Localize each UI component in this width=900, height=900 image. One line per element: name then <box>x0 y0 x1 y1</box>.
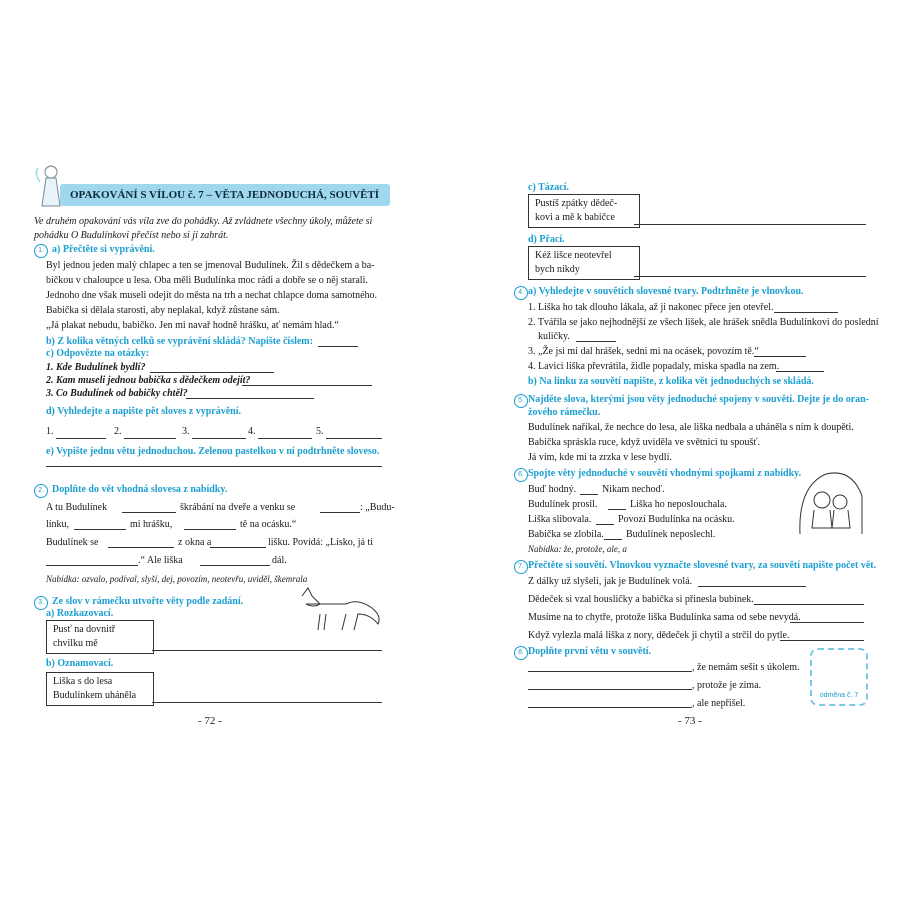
answer-line[interactable] <box>634 224 866 225</box>
fill-text: tě na ocásku.“ <box>240 519 297 530</box>
box-line: Kéž lišce neotevřel <box>535 250 612 261</box>
fill-text: lišku. Povídá: „Lísko, já ti <box>268 537 373 548</box>
story-line: Jednoho dne však museli odejít do města na trh a nechat chlapce doma samotného. <box>46 290 378 301</box>
answer-line[interactable] <box>184 529 236 530</box>
exercise-number: 1. <box>34 244 48 258</box>
box-line: kovi a mě k babičce <box>535 212 615 223</box>
answer-line[interactable] <box>754 356 806 357</box>
sentence: 3. „Že jsi mi dal hrášek, sedni mi na ocásek, povozím tě.“ <box>528 346 759 357</box>
answer-line[interactable] <box>604 539 622 540</box>
intro-line-2: pohádku O Budulínkovi přečíst nebo si ji zahrát. <box>34 230 229 241</box>
story-line: Babička si dělala starosti, aby neplakal, když zůstane sám. <box>46 305 280 316</box>
reward-stamp-box <box>810 648 868 706</box>
exercise-2-heading: Doplňte do vět vhodná slovesa z nabídky. <box>52 484 228 495</box>
answer-line[interactable] <box>608 509 626 510</box>
box-line: Pustíš zpátky dědeč- <box>535 198 618 209</box>
answer-line[interactable] <box>56 438 106 439</box>
exercise-4b-heading: b) Na linku za souvětí napište, z kolika vět jednoduchých se skládá. <box>528 376 814 387</box>
sentence-part: Budulínek neposlechl. <box>626 529 716 540</box>
sentence-part: Liška slibovala. <box>528 514 592 525</box>
answer-line[interactable] <box>74 529 126 530</box>
sentence: kuličky. <box>538 331 570 342</box>
exercise-1e-heading: e) Vypište jednu větu jednoduchou. Zelenou pastelkou v ní podtrhněte sloveso. <box>46 446 380 457</box>
box-line: bych nikdy <box>535 264 580 275</box>
sentence: Já vím, kde mi ta zrzka v lese bydlí. <box>528 452 672 463</box>
fill-text: : „Budu- <box>360 502 395 513</box>
sentence: Když vylezla malá liška z nory, dědeček ji chytil a strčil do pytle. <box>528 630 790 641</box>
fill-text: línku, <box>46 519 70 530</box>
exercise-number: 6. <box>514 468 528 482</box>
slot-label: 5. <box>316 426 324 437</box>
answer-line[interactable] <box>754 604 864 605</box>
exercise-3-heading: Ze slov v rámečku utvořte věty podle zadání. <box>52 596 244 607</box>
exercise-number: 2. <box>34 484 48 498</box>
sentence: 1. Liška ho tak dlouho lákala, až ji nakonec přece jen otevřel. <box>528 302 774 313</box>
exercise-number: 5. <box>514 394 528 408</box>
exercise-number: 7. <box>514 560 528 574</box>
word-box <box>46 672 154 706</box>
exercise-3c-heading: c) Tázací. <box>528 182 569 193</box>
sentence-part: Budulínek prosil. <box>528 499 598 510</box>
story-line: „Já plakat nebudu, babičko. Jen mi navař hodně hrášku, ať nemám hlad.“ <box>46 320 339 331</box>
word-box <box>528 246 640 280</box>
sentence-ending: , že nemám sešit s úkolem. <box>692 662 800 673</box>
answer-line[interactable] <box>152 650 382 651</box>
sentence-ending: , ale nepřišel. <box>692 698 746 709</box>
story-line: bičkou v chaloupce u lesa. Oba měli Budulínka moc rádi a dobře se o něj starali. <box>46 275 368 286</box>
answer-line[interactable] <box>774 312 838 313</box>
page-number: - 73 - <box>678 715 702 727</box>
answer-line[interactable] <box>192 438 246 439</box>
fill-text: .“ Ale liška <box>138 555 183 566</box>
exercise-number: 4. <box>514 286 528 300</box>
word-box <box>46 620 154 654</box>
answer-line[interactable] <box>528 707 692 708</box>
answer-line[interactable] <box>200 565 270 566</box>
answer-line[interactable] <box>528 671 692 672</box>
answer-line[interactable] <box>152 702 382 703</box>
box-line: Budulínkem uháněla <box>53 690 137 701</box>
box-line: Pusť na dovnitř <box>53 624 116 635</box>
question: 1. Kde Budulínek bydlí? <box>46 362 146 373</box>
exercise-1-heading: a) Přečtěte si vyprávění. <box>52 244 155 255</box>
sentence-part: Babička se zlobila. <box>528 529 604 540</box>
exercise-3a-heading: a) Rozkazovací. <box>46 608 114 619</box>
exercise-6-heading: Spojte věty jednoduché v souvětí vhodnými spojkami z nabídky. <box>528 468 802 479</box>
sentence: Z dálky už slyšeli, jak je Budulínek volá. <box>528 576 693 587</box>
exercise-5-heading-cont: žového rámečku. <box>528 407 601 418</box>
answer-line[interactable] <box>258 438 312 439</box>
box-line: chvilku mě <box>53 638 98 649</box>
exercise-4-heading: a) Vyhledejte v souvětích slovesné tvary. Podtrhněte je vlnovkou. <box>528 286 804 297</box>
sentence-part: Povozí Budulínka na ocásku. <box>618 514 735 525</box>
slot-label: 3. <box>182 426 190 437</box>
answer-line[interactable] <box>124 438 176 439</box>
fill-text: mi hrášku, <box>130 519 173 530</box>
exercise-3b-heading: b) Oznamovací. <box>46 658 114 669</box>
exercise-number: 8. <box>514 646 528 660</box>
sentence: Budulínek naříkal, že nechce do lesa, ale liška nedbala a uháněla s ním k doupěti. <box>528 422 854 433</box>
fill-text: A tu Budulínek <box>46 502 108 513</box>
answer-line[interactable] <box>320 512 360 513</box>
fill-text: dál. <box>272 555 287 566</box>
answer-line[interactable] <box>318 346 358 347</box>
exercise-1d-heading: d) Vyhledejte a napište pět sloves z vyprávění. <box>46 406 241 417</box>
question: 2. Kam museli jednou babička s dědečkem odejít? <box>46 375 251 386</box>
answer-line[interactable] <box>634 276 866 277</box>
slot-label: 2. <box>114 426 122 437</box>
answer-line[interactable] <box>576 341 616 342</box>
slot-label: 1. <box>46 426 54 437</box>
exercise-1b-heading: b) Z kolika větných celků se vyprávění skládá? Napište číslem: <box>46 336 313 347</box>
fill-text: Budulínek se <box>46 537 99 548</box>
answer-line[interactable] <box>580 494 598 495</box>
page-number: - 72 - <box>198 715 222 727</box>
sentence-part: Buď hodný. <box>528 484 577 495</box>
answer-line[interactable] <box>790 622 864 623</box>
answer-line[interactable] <box>776 371 824 372</box>
page-title: OPAKOVÁNÍ S VÍLOU č. 7 – VĚTA JEDNODUCHÁ, SOUVĚTÍ <box>60 184 390 206</box>
sentence: 4. Lavici liška převrátila, židle popadaly, miska spadla na zem. <box>528 361 780 372</box>
answer-line[interactable] <box>46 466 382 467</box>
answer-line[interactable] <box>186 398 314 399</box>
word-offer: Nabídka: ozvalo, podíval, slyší, dej, povozím, neotevřu, uviděl, škemrala <box>46 574 308 584</box>
children-fox-illustration <box>796 466 866 536</box>
word-offer: Nabídka: že, protože, ale, a <box>528 544 627 554</box>
question: 3. Co Budulínek od babičky chtěl? <box>46 388 188 399</box>
answer-line[interactable] <box>108 547 174 548</box>
slot-label: 4. <box>248 426 256 437</box>
exercise-3d-heading: d) Přací. <box>528 234 565 245</box>
story-line: Byl jednou jeden malý chlapec a ten se jmenoval Budulínek. Žil s dědečkem a ba- <box>46 260 375 271</box>
sentence: Musíme na to chytře, protože liška Budulínka sama od sebe nevydá. <box>528 612 801 623</box>
answer-line[interactable] <box>326 438 382 439</box>
sentence-ending: , protože je zima. <box>692 680 762 691</box>
exercise-number: 3. <box>34 596 48 610</box>
box-line: Liška s do lesa <box>53 676 113 687</box>
sentence: Babička spráskla ruce, když uviděla ve světnici tu spoušť. <box>528 437 760 448</box>
exercise-7-heading: Přečtěte si souvětí. Vlnovkou vyznačte slovesné tvary, za souvětí napište počet vět. <box>528 560 877 571</box>
exercise-1c-heading: c) Odpovězte na otázky: <box>46 348 150 359</box>
fill-text: škrábání na dveře a venku se <box>180 502 296 513</box>
answer-line[interactable] <box>210 547 266 548</box>
word-box <box>528 194 640 228</box>
intro-line-1: Ve druhém opakování vás víla zve do pohádky. Až zvládnete všechny úkoly, můžete si <box>34 216 373 227</box>
fill-text: z okna a <box>178 537 212 548</box>
answer-line[interactable] <box>46 565 138 566</box>
reward-stamp-label: odměna č. 7 <box>819 692 859 699</box>
exercise-8-heading: Doplňte první větu v souvětí. <box>528 646 652 657</box>
answer-line[interactable] <box>698 586 806 587</box>
answer-line[interactable] <box>242 385 372 386</box>
answer-line[interactable] <box>780 640 864 641</box>
answer-line[interactable] <box>596 524 614 525</box>
answer-line[interactable] <box>528 689 692 690</box>
answer-line[interactable] <box>122 512 176 513</box>
exercise-5-heading: Najděte slova, kterými jsou věty jednoduché spojeny v souvětí. Dejte je do oran- <box>528 394 870 405</box>
sentence-part: Nikam nechoď. <box>602 484 665 495</box>
sentence: Dědeček si vzal housličky a babička si přinesla bubínek. <box>528 594 754 605</box>
sentence: 2. Tvářila se jako nejhodnější ze všech lišek, ale hrášek snědla Budulínkovi do poslední <box>528 317 879 328</box>
fox-illustration <box>296 584 386 636</box>
sentence-part: Liška ho neposlouchala. <box>630 499 727 510</box>
